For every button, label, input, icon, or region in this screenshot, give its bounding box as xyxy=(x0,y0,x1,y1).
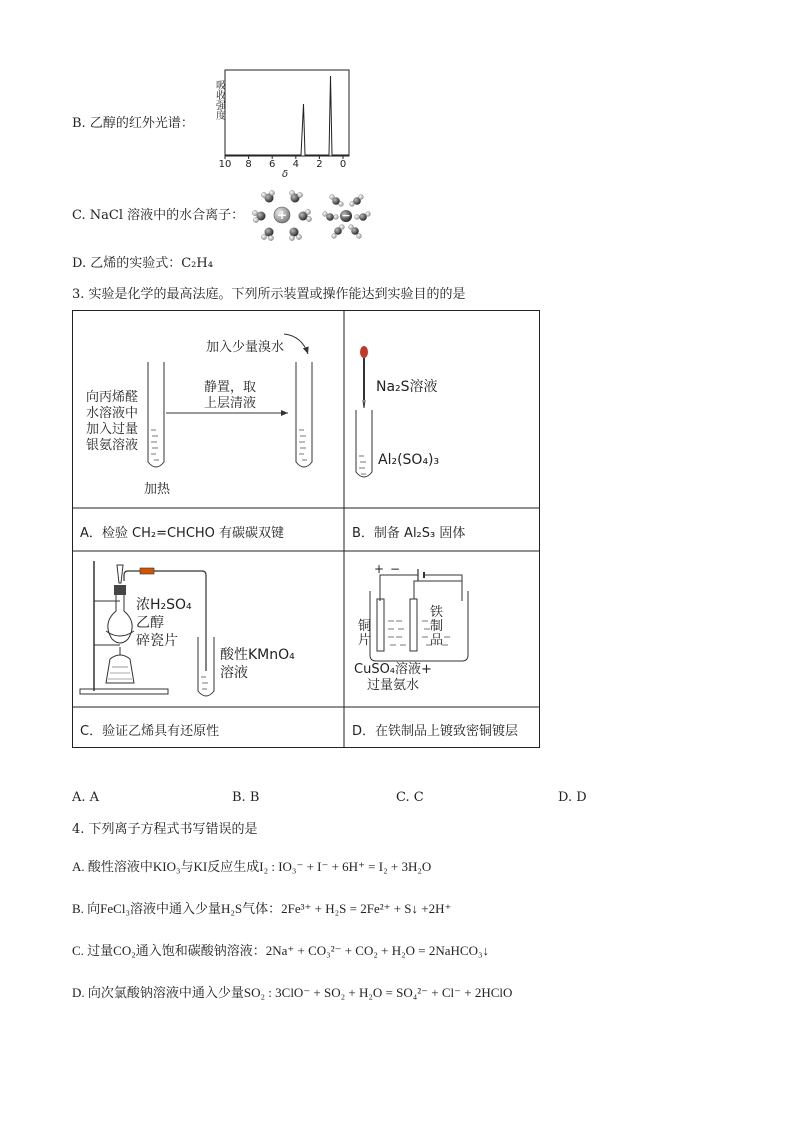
copper-label-line: 片 xyxy=(358,633,372,648)
electrolyte-label-line: 过量氨水 xyxy=(366,678,419,693)
test-tube-right xyxy=(296,362,312,467)
copper-electrode xyxy=(377,599,384,651)
spectrum-tick: 10 xyxy=(218,159,232,170)
q3-choice-a[interactable]: A. A xyxy=(72,790,100,805)
spectrum-tick: 2 xyxy=(316,159,323,170)
q2-option-d-label: D. 乙烯的实验式： xyxy=(72,256,182,271)
spectrum-tick: 8 xyxy=(245,159,252,170)
test-tube-b xyxy=(356,410,372,477)
kmno4-label: 酸性KMnO₄ xyxy=(220,647,295,663)
dropper-label: Na₂S溶液 xyxy=(376,379,438,395)
q4-stem: 4. 下列离子方程式书写错误的是 xyxy=(72,822,258,837)
q3-stem: 3. 实验是化学的最高法庭。下列所示装置或操作能达到实验目的的是 xyxy=(72,287,466,302)
svg-text:+: + xyxy=(276,208,288,222)
spectrum-peak-1 xyxy=(225,76,349,155)
electroplating-beaker xyxy=(370,591,468,661)
cell-a-caption: A．检验 CH₂=CHCHO 有碳碳双键 xyxy=(80,526,285,541)
q3-choice-d[interactable]: D. D xyxy=(558,790,587,805)
cell-d-caption: D．在铁制品上镀致密铜镀层 xyxy=(352,724,519,739)
heat-label: 加热 xyxy=(144,482,171,497)
iron-label-line: 品 xyxy=(430,633,444,648)
ir-spectrum-figure xyxy=(205,66,355,178)
circuit-wire xyxy=(380,575,462,601)
q3-choice-b[interactable]: B. B xyxy=(232,790,260,805)
electrolyte-label xyxy=(354,662,432,694)
ethylene-formula: C₂H₄ xyxy=(181,256,213,271)
add-reagent-arrow xyxy=(284,334,308,354)
porcelain-label: 碎瓷片 xyxy=(136,633,178,649)
anion-hydrate xyxy=(323,195,371,239)
q3-choice-c[interactable]: C. C xyxy=(396,790,424,805)
ethanol-label: 乙醇 xyxy=(136,615,164,631)
q4-option-a[interactable]: A. 酸性溶液中KIO₃与KI反应生成I₂ : IO₃⁻ + I⁻ + 6H⁺ = I₂ + 3H₂O xyxy=(72,859,432,874)
iron-label-line: 铁 xyxy=(430,605,444,620)
tube-b-label: Al₂(SO₄)₃ xyxy=(378,452,440,468)
add-bromine-label: 加入少量溴水 xyxy=(206,340,285,355)
arrow-text-line: 静置，取 xyxy=(204,380,257,395)
arrow-text-line: 上层清液 xyxy=(204,396,257,411)
iron-label xyxy=(430,606,443,648)
iron-electrode xyxy=(410,599,417,651)
q4-option-d[interactable]: D. 向次氯酸钠溶液中通入少量SO₂ : 3ClO⁻ + SO₂ + H₂O = SO₄²⁻ + Cl⁻ + 2HClO xyxy=(72,985,513,1000)
test-tube-left xyxy=(148,362,164,467)
spectrum-xlabel: δ xyxy=(281,169,289,178)
spectrum-tick: 4 xyxy=(292,159,299,170)
iron-label-line: 制 xyxy=(430,619,444,634)
q2-option-d xyxy=(72,256,213,272)
left-text-line: 加入过量 xyxy=(86,422,139,437)
left-text-line: 向丙烯醛 xyxy=(86,390,139,405)
copper-label xyxy=(358,620,371,648)
hydrated-ions-figure xyxy=(248,190,378,242)
electrolyte-label-line: CuSO₄溶液+ xyxy=(354,662,432,677)
spectrum-tick: 0 xyxy=(339,159,347,170)
q2-option-b-label: B. 乙醇的红外光谱： xyxy=(72,116,194,131)
cation-hydrate xyxy=(252,190,311,240)
dropper-bulb xyxy=(360,346,368,358)
cell-b-figure xyxy=(344,310,540,508)
experiment-table xyxy=(72,310,540,748)
solution-label: 溶液 xyxy=(220,665,248,681)
left-text-line: 水溶液中 xyxy=(86,406,139,421)
cell-a-left-text xyxy=(86,390,138,454)
copper-label-line: 铜 xyxy=(358,619,372,634)
cell-c-caption: C．验证乙烯具有还原性 xyxy=(80,724,220,739)
q2-option-c-label: C. NaCl 溶液中的水合离子： xyxy=(72,208,245,223)
terminal-minus: − xyxy=(390,562,401,576)
left-text-line: 银氨溶液 xyxy=(86,438,139,453)
q4-option-c[interactable]: C. 过量CO₂通入饱和碳酸钠溶液：2Na⁺ + CO₃²⁻ + CO₂ + H₂O = 2NaHCO₃↓ xyxy=(72,943,489,958)
conc-acid-label: 浓H₂SO₄ xyxy=(136,597,192,613)
spectrum-tick: 6 xyxy=(269,159,276,170)
cell-c-figure xyxy=(72,551,344,707)
cell-a-arrow-text xyxy=(204,380,256,412)
terminal-plus: + xyxy=(374,562,385,576)
q4-option-b[interactable]: B. 向FeCl₃溶液中通入少量H₂S气体：2Fe³⁺ + H₂S = 2Fe²⁺ + S↓ +2H⁺ xyxy=(72,901,452,916)
svg-text:−: − xyxy=(341,209,351,222)
cell-b-caption: B．制备 Al₂S₃ 固体 xyxy=(352,526,466,541)
spectrum-ylabel: 吸收强度 xyxy=(213,80,225,120)
